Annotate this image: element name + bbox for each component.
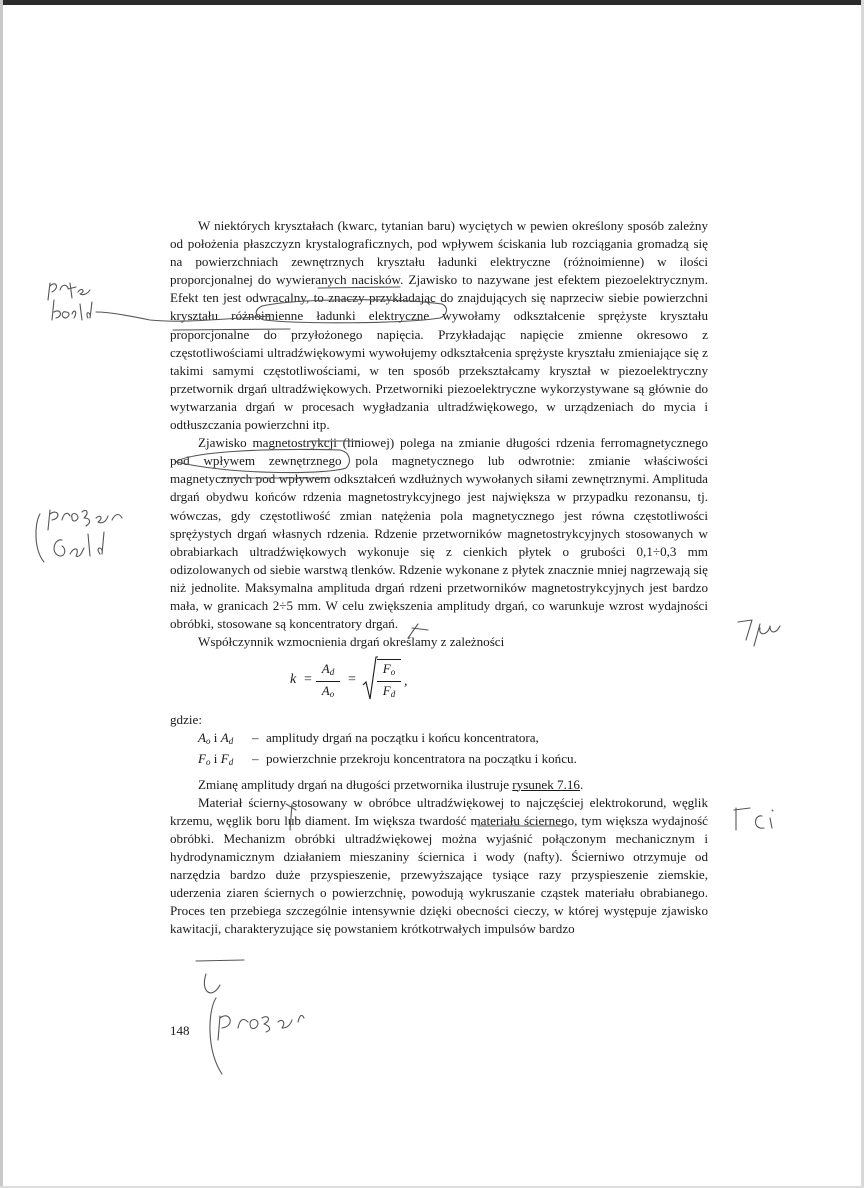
formula-numerator-1: $A_d$	[316, 660, 340, 682]
formula-fraction-area	[377, 659, 401, 703]
where-label: gdzie:	[170, 712, 202, 728]
formula-numerator-2: $F_o$	[377, 660, 401, 682]
paragraph-magnetostriction: Zjawisko magnetostrykcji (liniowej) polega na zmianie długości rdzenia ferromagnetycznego pod wpływem zewnętrznego pola magnetycznego lub odwrotnie: zmianie właściwości magnetycznych pod wpływem odkształceń wzdłużnych wywołanych siłami zewnętrznymi. Amplituda drgań obydwu końców rdzenia magnetostrykcyjnego jest największa w przypadku rezonansu, tj. wówczas, gdy częstotliwość zmian natężenia pola magnetycznego jest równa częstotliwości sprężystych drgań własnych rdzenia. Rdzenie przetworników magnetostrykcyjnych stosowanych w obrabiarkach ultradźwiękowych wykonuje się z cienkich płytek o grubości 0,1÷0,3 mm odizolowanych od siebie warstwą tlenków. Rdzenie wykonane z płytek znacznie mniej nagrzewają się niż jednolite. Maksymalna amplituda drgań rdzeni przetworników magnetostrykcyjnych jest bardzo mała, w granicach 2÷5 mm. W celu zwiększenia amplitudy drgań, co warunkuje wzrost wydajności obróbki, stosowane są koncentratory drgań.	[170, 435, 708, 632]
page-number: 148	[170, 1023, 190, 1038]
formula-equals-2: =	[348, 672, 356, 688]
definition-areas: $F_o$ i $F_d$ – powierzchnie przekroju koncentratora na początku i końcu.	[170, 750, 708, 771]
formula-equals-1: =	[304, 672, 312, 688]
definition-amplitudes: $A_o$ i $A_d$ – amplitudy drgań na początku i końcu koncentratora,	[170, 729, 708, 750]
formula-lhs: k	[290, 672, 297, 688]
definition-text: powierzchnie przekroju koncentratora na początku i końcu.	[266, 751, 577, 767]
handwritten-note-prosze-bold	[36, 510, 122, 562]
formula-fraction-amplitude	[316, 660, 340, 703]
definition-symbols: $A_o$ i $A_d$	[198, 730, 234, 747]
paragraph-coefficient-intro: Współczynnik wzmocnienia drgań określamy z zależności	[198, 634, 505, 650]
paragraph-abrasive-material: Materiał ścierny stosowany w obróbce ultradźwiękowej to najczęściej elektrokorund, węglik krzemu, węglik boru lub diament. Im większa twardość materiału ściernego, tym większa wydajność obróbki. Mechanizm obróbki ultradźwiękowej można wyjaśnić połączonym mechanicznym i hydrodynamicznym działaniem mieszaniny ściernica i wody (nafty). Ścierniwo otrzymuje od narzędzia bardzo duże przyspieszenie, przewyższające tysiące razy przyspieszenie ziemskie, uderzenia ziaren ściernych o powierzchnię, powodują wykruszanie cząstek materiału obrabianego. Proces ten przebiega szczególnie intensywnie dzięki obecności cieczy, w której występuje zjawisko kawitacji, charakteryzujące się powstaniem krótkotrwałych impulsów bardzo	[170, 794, 708, 937]
paragraph-figure-reference: Zmianę amplitudy drgań na długości przetwornika ilustruje rysunek 7.16.	[198, 776, 584, 792]
amplification-formula	[170, 653, 708, 709]
formula-denominator-2: $F_d$	[382, 683, 396, 700]
square-root-icon	[362, 655, 378, 703]
paragraph-piezoelectric: W niektórych kryształach (kwarc, tytanian baru) wyciętych w pewien określony sposób zależny od położenia płaszczyzn krystalograficznych, pod wpływem ściskania lub rozciągania gromadzą się na powierzchniach zewnętrznych kryształu ładunki elektryczne (różnoimienne) w ilości proporcjonalnej do wywieranych nacisków. Zjawisko to nazywane jest efektem piezoelektrycznym. Efekt ten jest odwracalny, to znaczy przykładając do znajdujących się naprzeciw siebie powierzchni kryształu różnoimienne ładunki elektryczne wywołamy odkształcenie sprężyste kryształu proporcjonalne do przyłożonego napięcia. Przykładając napięcie zmienne okresowo z częstotliwościami ultradźwiękowymi wywołujemy odkształcenia sprężyste kryształu zmieniające się z takimi samymi częstotliwościami, w ten sposób przekształcamy kryształ w piezoelektryczny przetwornik drgań ultradźwiękowych. Przetworniki piezoelektryczne wykorzystywane są głównie do wytwarzania drgań w procesach wygładzania ultradźwiękowego, w urządzeniach do mycia i odtłuszczania powierzchni itp.	[170, 218, 708, 433]
scan-left-edge	[0, 0, 3, 1188]
strike-przebiega	[196, 960, 244, 961]
body-text	[170, 217, 708, 938]
formula-comma: ,	[404, 674, 408, 690]
definition-text: amplitudy drgań na początku i końcu koncentratora,	[266, 730, 539, 746]
definition-symbols: $F_o$ i $F_d$	[198, 751, 234, 768]
handwritten-note-prosze-bottom	[210, 998, 304, 1074]
handwritten-note-gamma-ci	[734, 808, 773, 830]
figure-link-7-16[interactable]: rysunek 7.16	[512, 776, 580, 792]
handwritten-note-7mu	[738, 620, 780, 646]
formula-denominator-1: $A_o$	[321, 683, 335, 700]
scan-top-edge	[0, 0, 864, 5]
circle-kawitacji	[204, 974, 220, 993]
